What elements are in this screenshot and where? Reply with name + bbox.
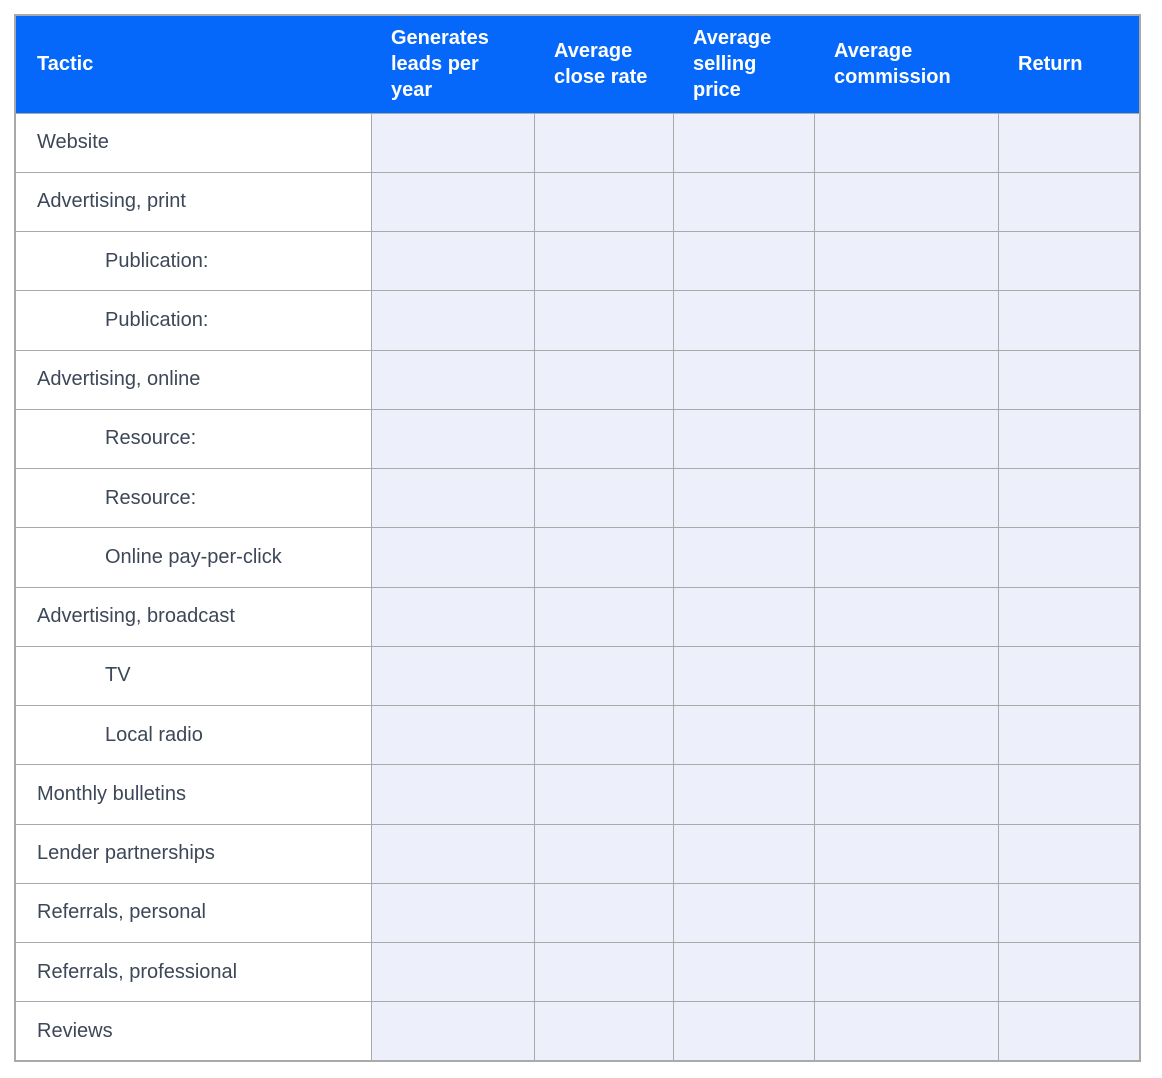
empty-cell-leads: [371, 706, 534, 765]
empty-cell-close-rate: [534, 587, 673, 646]
table-row: [15, 706, 1140, 765]
empty-cell-close-rate: [534, 469, 673, 528]
table-row: [15, 587, 1140, 646]
empty-cell-commission: [814, 409, 998, 468]
empty-cell-commission: [814, 765, 998, 824]
empty-cell-return: [998, 824, 1140, 883]
empty-cell-return: [998, 350, 1140, 409]
table-row: [15, 409, 1140, 468]
tactic-cell: Referrals, professional: [15, 943, 371, 1002]
empty-cell-close-rate: [534, 528, 673, 587]
table-row: [15, 172, 1140, 231]
empty-cell-leads: [371, 646, 534, 705]
empty-cell-return: [998, 232, 1140, 291]
empty-cell-leads: [371, 232, 534, 291]
tactic-cell: Reviews: [15, 1002, 371, 1061]
empty-cell-leads: [371, 469, 534, 528]
empty-cell-return: [998, 172, 1140, 231]
empty-cell-close-rate: [534, 172, 673, 231]
header-row: [15, 15, 1140, 113]
tactic-cell: Online pay-per-click: [15, 528, 371, 587]
table-row: [15, 113, 1140, 172]
empty-cell-commission: [814, 883, 998, 942]
empty-cell-commission: [814, 528, 998, 587]
empty-cell-close-rate: [534, 409, 673, 468]
empty-cell-commission: [814, 113, 998, 172]
table-row: [15, 469, 1140, 528]
tactic-cell: Resource:: [15, 469, 371, 528]
empty-cell-close-rate: [534, 824, 673, 883]
empty-cell-close-rate: [534, 646, 673, 705]
empty-cell-selling-price: [673, 528, 814, 587]
empty-cell-commission: [814, 587, 998, 646]
empty-cell-commission: [814, 291, 998, 350]
empty-cell-return: [998, 765, 1140, 824]
empty-cell-commission: [814, 232, 998, 291]
empty-cell-selling-price: [673, 765, 814, 824]
empty-cell-selling-price: [673, 291, 814, 350]
empty-cell-close-rate: [534, 765, 673, 824]
empty-cell-return: [998, 113, 1140, 172]
marketing-roi-table: [14, 14, 1141, 1062]
tactic-cell: Local radio: [15, 706, 371, 765]
empty-cell-selling-price: [673, 646, 814, 705]
empty-cell-commission: [814, 469, 998, 528]
empty-cell-leads: [371, 587, 534, 646]
empty-cell-commission: [814, 706, 998, 765]
empty-cell-return: [998, 706, 1140, 765]
empty-cell-close-rate: [534, 113, 673, 172]
empty-cell-close-rate: [534, 350, 673, 409]
table-row: [15, 765, 1140, 824]
empty-cell-selling-price: [673, 824, 814, 883]
empty-cell-selling-price: [673, 1002, 814, 1061]
column-header-tactic: Tactic: [15, 15, 371, 113]
empty-cell-selling-price: [673, 113, 814, 172]
column-header-average-commission: Average commission: [814, 15, 998, 113]
table-header: [15, 15, 1140, 113]
empty-cell-selling-price: [673, 469, 814, 528]
empty-cell-selling-price: [673, 232, 814, 291]
table-row: [15, 943, 1140, 1002]
table-row: [15, 824, 1140, 883]
tactic-cell: Advertising, online: [15, 350, 371, 409]
tactic-cell: TV: [15, 646, 371, 705]
tactic-cell: Resource:: [15, 409, 371, 468]
empty-cell-close-rate: [534, 1002, 673, 1061]
empty-cell-leads: [371, 409, 534, 468]
tactic-cell: Lender partnerships: [15, 824, 371, 883]
empty-cell-close-rate: [534, 232, 673, 291]
table-row: [15, 646, 1140, 705]
empty-cell-commission: [814, 172, 998, 231]
table-row: [15, 528, 1140, 587]
column-header-return: Return: [998, 15, 1140, 113]
empty-cell-leads: [371, 528, 534, 587]
empty-cell-selling-price: [673, 587, 814, 646]
tactic-cell: Publication:: [15, 291, 371, 350]
empty-cell-commission: [814, 350, 998, 409]
table-row: [15, 883, 1140, 942]
tactic-cell: Publication:: [15, 232, 371, 291]
empty-cell-return: [998, 1002, 1140, 1061]
empty-cell-return: [998, 587, 1140, 646]
tactic-cell: Referrals, personal: [15, 883, 371, 942]
table-row: [15, 1002, 1140, 1061]
empty-cell-leads: [371, 1002, 534, 1061]
empty-cell-close-rate: [534, 883, 673, 942]
empty-cell-return: [998, 291, 1140, 350]
tactic-cell: Advertising, print: [15, 172, 371, 231]
empty-cell-selling-price: [673, 172, 814, 231]
empty-cell-leads: [371, 350, 534, 409]
empty-cell-return: [998, 409, 1140, 468]
empty-cell-selling-price: [673, 883, 814, 942]
empty-cell-return: [998, 883, 1140, 942]
empty-cell-selling-price: [673, 409, 814, 468]
empty-cell-selling-price: [673, 943, 814, 1002]
tactic-cell: Monthly bulletins: [15, 765, 371, 824]
column-header-average-close-rate: Average close rate: [534, 15, 673, 113]
table-body: [15, 113, 1140, 1061]
empty-cell-leads: [371, 291, 534, 350]
empty-cell-return: [998, 943, 1140, 1002]
empty-cell-commission: [814, 943, 998, 1002]
empty-cell-return: [998, 528, 1140, 587]
table-row: [15, 291, 1140, 350]
table-row: [15, 232, 1140, 291]
empty-cell-leads: [371, 943, 534, 1002]
empty-cell-close-rate: [534, 706, 673, 765]
empty-cell-leads: [371, 824, 534, 883]
empty-cell-commission: [814, 824, 998, 883]
empty-cell-close-rate: [534, 291, 673, 350]
tactic-cell: Website: [15, 113, 371, 172]
tactic-cell: Advertising, broadcast: [15, 587, 371, 646]
empty-cell-commission: [814, 646, 998, 705]
empty-cell-leads: [371, 765, 534, 824]
empty-cell-leads: [371, 113, 534, 172]
column-header-average-selling-price: Average selling price: [673, 15, 814, 113]
empty-cell-commission: [814, 1002, 998, 1061]
empty-cell-selling-price: [673, 706, 814, 765]
table-row: [15, 350, 1140, 409]
empty-cell-leads: [371, 172, 534, 231]
empty-cell-return: [998, 469, 1140, 528]
empty-cell-selling-price: [673, 350, 814, 409]
empty-cell-return: [998, 646, 1140, 705]
empty-cell-leads: [371, 883, 534, 942]
empty-cell-close-rate: [534, 943, 673, 1002]
column-header-leads-per-year: Generates leads per year: [371, 15, 534, 113]
